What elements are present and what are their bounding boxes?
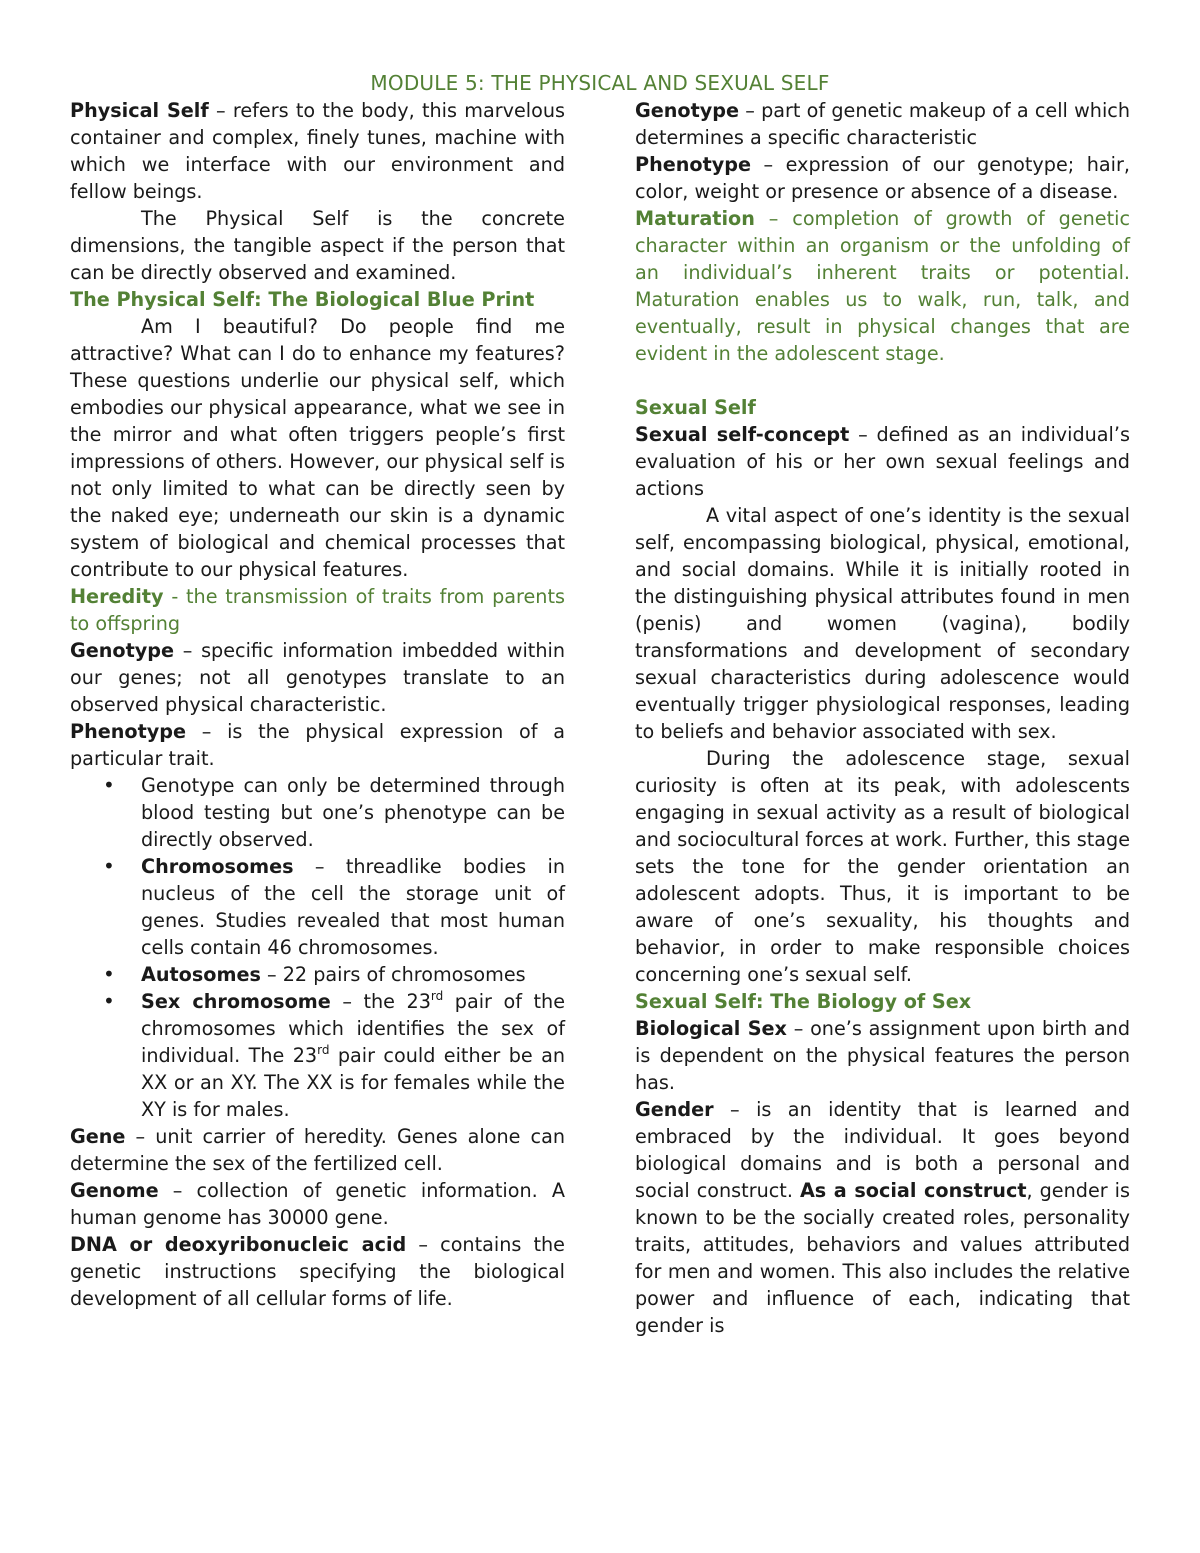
term: Physical Self — [70, 99, 209, 122]
heredity-definition: Heredity - the transmission of traits from parents to offspring — [70, 585, 565, 635]
term: Phenotype — [635, 153, 752, 176]
physical-self-definition: Physical Self – refers to the body, this marvelous container and complex, finely tunes, machine with which we interface with our environment and fellow beings. — [70, 99, 565, 203]
genome-definition: Genome – collection of genetic information. A human genome has 30000 gene. — [70, 1179, 565, 1229]
list-item: • Genotype can only be determined through blood testing but one’s phenotype can be directly observed. — [141, 772, 565, 853]
bullet-list — [70, 772, 565, 1123]
term: Genotype — [70, 639, 175, 662]
dna-definition: DNA or deoxyribonucleic acid – contains the genetic instructions specifying the biological development of all cellular forms of life. — [70, 1233, 565, 1310]
gender-definition: Gender – is an identity that is learned and embraced by the individual. It goes beyond biological domains and is both a personal and social construct. As a social construct, gender is known to be the socially created roles, personality traits, attitudes, behaviors and values attributed for men and women. This also includes the relative power and influence of each, indicating that gender is — [635, 1098, 1130, 1337]
list-item: • Sex chromosome – the 23rd pair of the chromosomes which identifies the sex of individual. The 23rd pair could either be an XX or an XY. The XX is for females while the XY is for males. — [141, 988, 565, 1123]
adolescence-paragraph: During the adolescence stage, sexual curiosity is often at its peak, with adolescents engaging in sexual activity as a result of biological and sociocultural forces at work. Further, this stage sets the tone for the gender orientation an adolescent adopts. Thus, it is important to be aware of one’s sexuality, his thoughts and behavior, in order to make responsible choices concerning one’s sexual self. — [635, 747, 1130, 986]
module-title: MODULE 5: THE PHYSICAL AND SEXUAL SELF — [370, 71, 830, 95]
physical-self-paragraph: The Physical Self is the concrete dimensions, the tangible aspect if the person that can be directly observed and examined. — [70, 207, 565, 284]
term: Phenotype — [70, 720, 187, 743]
list-item: • Chromosomes – threadlike bodies in nucleus of the cell the storage unit of genes. Studies revealed that most human cells contain 46 chromosomes. — [141, 853, 565, 961]
section-heading-biology-of-sex: Sexual Self: The Biology of Sex — [635, 990, 972, 1013]
term: Heredity — [70, 585, 164, 608]
list-item: • Autosomes – 22 pairs of chromosomes — [141, 961, 565, 988]
phenotype-definition: Phenotype – expression of our genotype; hair, color, weight or presence or absence of a disease. — [635, 153, 1130, 203]
phenotype-definition: Phenotype – is the physical expression of a particular trait. — [70, 720, 565, 770]
genotype-definition: Genotype – part of genetic makeup of a cell which determines a specific characteristic — [635, 99, 1130, 149]
left-column — [70, 97, 565, 1312]
term: Genome — [70, 1179, 159, 1202]
term: Gender — [635, 1098, 714, 1121]
right-column — [635, 97, 1130, 1339]
blueprint-paragraph: Am I beautiful? Do people find me attractive? What can I do to enhance my features? These questions underlie our physical self, which embodies our physical appearance, what we see in the mirror and what often triggers people’s first impressions of others. However, our physical self is not only limited to what can be directly seen by the naked eye; underneath our skin is a dynamic system of biological and chemical processes that contribute to our physical features. — [70, 315, 565, 581]
sexual-self-concept-definition: Sexual self-concept – defined as an individual’s evaluation of his or her own sexual feelings and actions — [635, 423, 1130, 500]
term: DNA or deoxyribonucleic acid — [70, 1233, 407, 1256]
sexual-self-paragraph: A vital aspect of one’s identity is the sexual self, encompassing biological, physical, emotional, and social domains. While it is initially rooted in the distinguishing physical attributes found in men (penis) and women (vagina), bodily transformations and development of secondary sexual characteristics during adolescence would eventually trigger physiological responses, leading to beliefs and behavior associated with sex. — [635, 504, 1130, 743]
spacer — [635, 367, 1130, 394]
section-heading-sexual-self: Sexual Self — [635, 396, 756, 419]
term: Sexual self-concept — [635, 423, 850, 446]
maturation-definition: Maturation – completion of growth of genetic character within an organism or the unfolding of an individual’s inherent traits or potential. Maturation enables us to walk, run, talk, and eventually, result in physical changes that are evident in the adolescent stage. — [635, 207, 1130, 365]
term: Gene — [70, 1125, 126, 1148]
biological-sex-definition: Biological Sex – one’s assignment upon birth and is dependent on the physical features the person has. — [635, 1017, 1130, 1094]
section-heading-blueprint: The Physical Self: The Biological Blue Print — [70, 288, 535, 311]
term: Genotype — [635, 99, 740, 122]
gene-definition: Gene – unit carrier of heredity. Genes alone can determine the sex of the fertilized cell. — [70, 1125, 565, 1175]
term: Maturation — [635, 207, 755, 230]
term: Biological Sex — [635, 1017, 787, 1040]
genotype-definition: Genotype – specific information imbedded within our genes; not all genotypes translate to an observed physical characteristic. — [70, 639, 565, 716]
